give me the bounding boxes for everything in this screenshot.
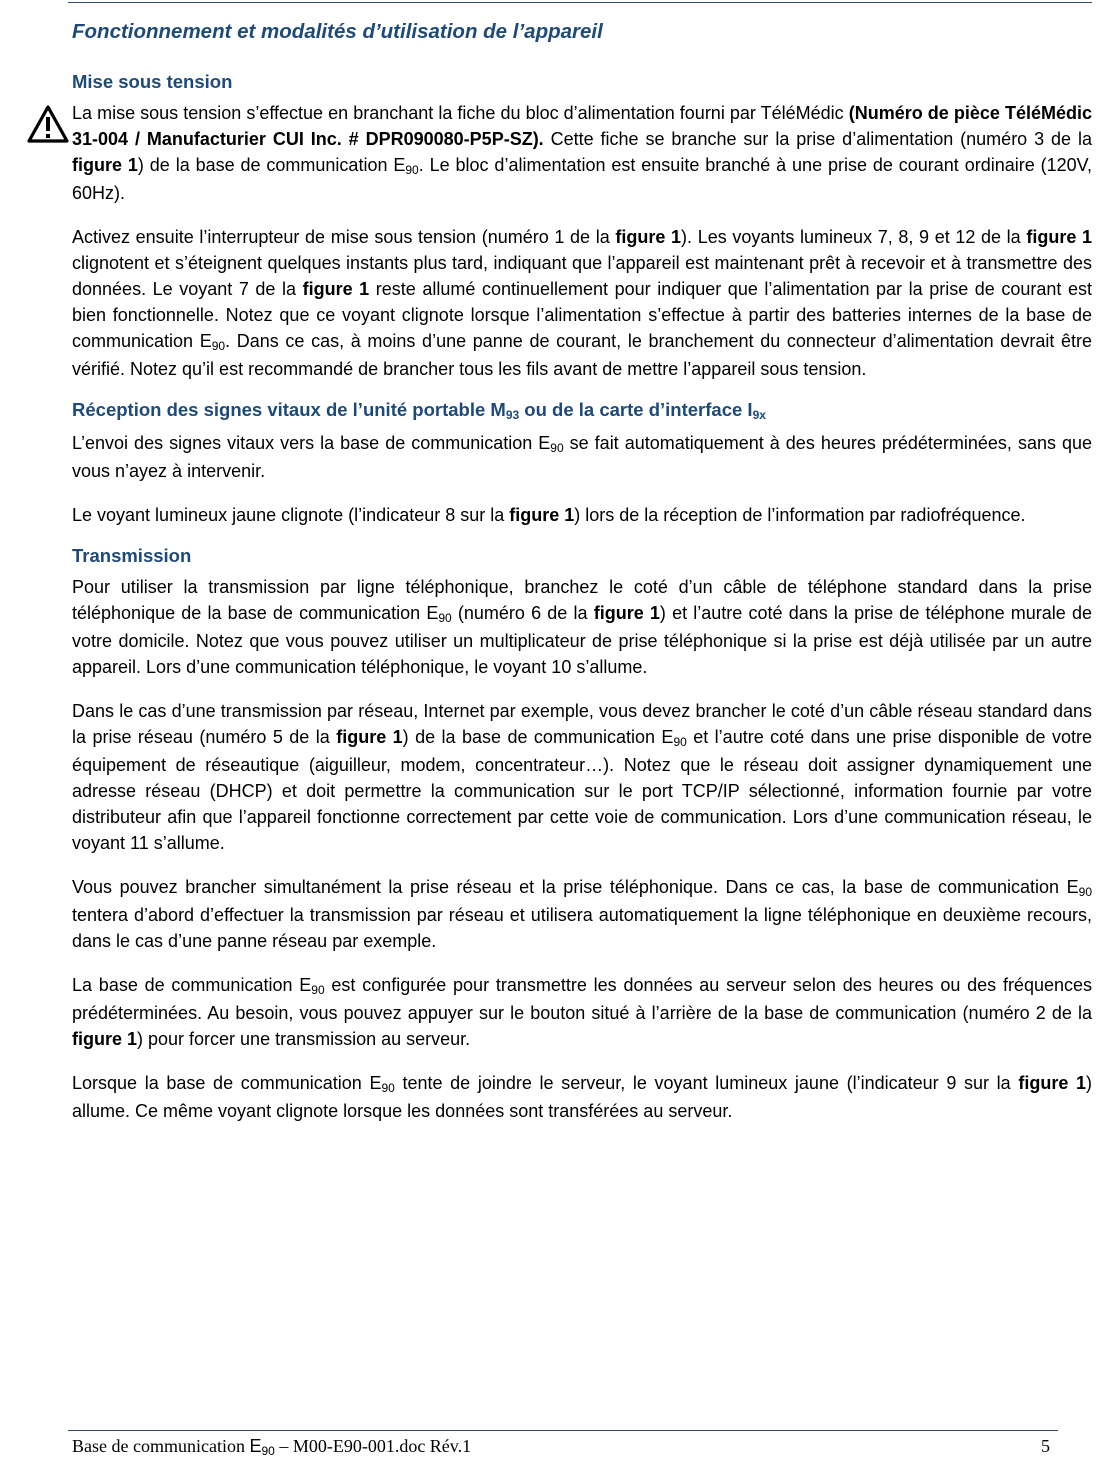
paragraph-transmission-2: Dans le cas d’une transmission par réseau, Internet par exemple, vous devez brancher le coté d’un câble réseau standard dans la prise réseau (numéro 5 de la figure 1) de la base de communication $E_{90}$ et l’autre coté dans une prise disponible de votre équipement de réseautique (aiguilleur, modem, concentrateur…). Notez que le réseau doit assigner dynamiquement une adresse réseau (DHCP) et doit permettre la communication sur le port TCP/IP sélectionné, information fournie par votre distributeur afin que l’appareil fonctionne correctement par cette voie de communication. Lors d’une communication réseau, le voyant 11 s’allume. bbox=[72, 701, 1092, 853]
warning-triangle-icon bbox=[26, 104, 70, 144]
paragraph-reception-2: Le voyant lumineux jaune clignote (l’indicateur 8 sur la figure 1) lors de la réception de l’information par radiofréquence. bbox=[72, 505, 1026, 525]
footer-doc-reference: Base de communication $E_{90} - M00-E90-001.doc$ Rév.1 bbox=[72, 1436, 472, 1458]
section-heading-mise-sous-tension: Mise sous tension bbox=[72, 71, 233, 92]
paragraph-transmission-1: Pour utiliser la transmission par ligne téléphonique, branchez le coté d’un câble de téléphone standard dans la prise téléphonique de la base de communication $E_{90}$ (numéro 6 de la figure 1) et l’autre coté dans la prise de téléphone murale de votre domicile. Notez que vous pouvez utiliser un multiplicateur de prise téléphonique si la prise est déjà utilisée par un autre appareil. Lors d’une communication téléphonique, le voyant 10 s’allume. bbox=[72, 577, 1092, 677]
paragraph-transmission-4: La base de communication $E_{90}$ est configurée pour transmettre les données au serveur selon des heures ou des fréquences prédéterminées. Au besoin, vous pouvez appuyer sur le bouton situé à l’arrière de la base de communication (numéro 2 de la figure 1) pour forcer une transmission au serveur. bbox=[72, 975, 1092, 1049]
section-heading-reception: Réception des signes vitaux de l’unité portable $M_{93}$ ou de la carte d’interface $I_{9x}$ bbox=[72, 399, 766, 422]
document-body bbox=[72, 68, 1092, 1124]
page-footer bbox=[72, 1434, 1052, 1460]
paragraph-mise-sous-tension-2: Activez ensuite l’interrupteur de mise sous tension (numéro 1 de la figure 1). Les voyants lumineux 7, 8, 9 et 12 de la figure 1 clignotent et s’éteignent quelques instants plus tard, indiquant que l’appareil est maintenant prêt à recevoir et à transmettre des données. Le voyant 7 de la figure 1 reste allumé continuellement pour indiquer que l’alimentation par la prise de courant est bien fonctionnelle. Notez que ce voyant clignote lorsque l’alimentation s’effectue à partir des batteries internes de la base de communication $E_{90}$. Dans ce cas, à moins d’une panne de courant, le branchement du connecteur d’alimentation devrait être vérifié. Notez qu’il est recommandé de brancher tous les fils avant de mettre l’appareil sous tension. bbox=[72, 227, 1093, 379]
paragraph-transmission-5: Lorsque la base de communication $E_{90}$ tente de joindre le serveur, le voyant lumineux jaune (l’indicateur 9 sur la figure 1) allume. Ce même voyant clignote lorsque les données sont transférées au serveur. bbox=[72, 1073, 1092, 1121]
page-title: Fonctionnement et modalités d’utilisation de l’appareil bbox=[72, 20, 603, 43]
paragraph-transmission-3: Vous pouvez brancher simultanément la prise réseau et la prise téléphonique. Dans ce cas, la base de communication $E_{90}$ tentera d’abord d’effectuer la transmission par réseau et utilisera automatiquement la ligne téléphonique en deuxième recours, dans le cas d’une panne réseau par exemple. bbox=[72, 877, 1092, 951]
header-rule bbox=[68, 2, 1092, 3]
footer-rule bbox=[68, 1430, 1058, 1431]
section-heading-transmission: Transmission bbox=[72, 545, 192, 566]
paragraph-mise-sous-tension-1: La mise sous tension s’effectue en branchant la fiche du bloc d’alimentation fourni par TéléMédic (Numéro de pièce TéléMédic 31-004 / Manufacturier CUI Inc. # DPR090080-P5P-SZ). Cette fiche se branche sur la prise d’alimentation (numéro 3 de la figure 1) de la base de communication $E_{90}$. Le bloc d’alimentation est ensuite branché à une prise de courant ordinaire (120V, 60Hz). bbox=[72, 103, 1093, 203]
page-number: 5 bbox=[1041, 1436, 1050, 1456]
paragraph-reception-1: L’envoi des signes vitaux vers la base de communication $E_{90}$ se fait automatiquement à des heures prédéterminées, sans que vous n’ayez à intervenir. bbox=[72, 433, 1092, 481]
